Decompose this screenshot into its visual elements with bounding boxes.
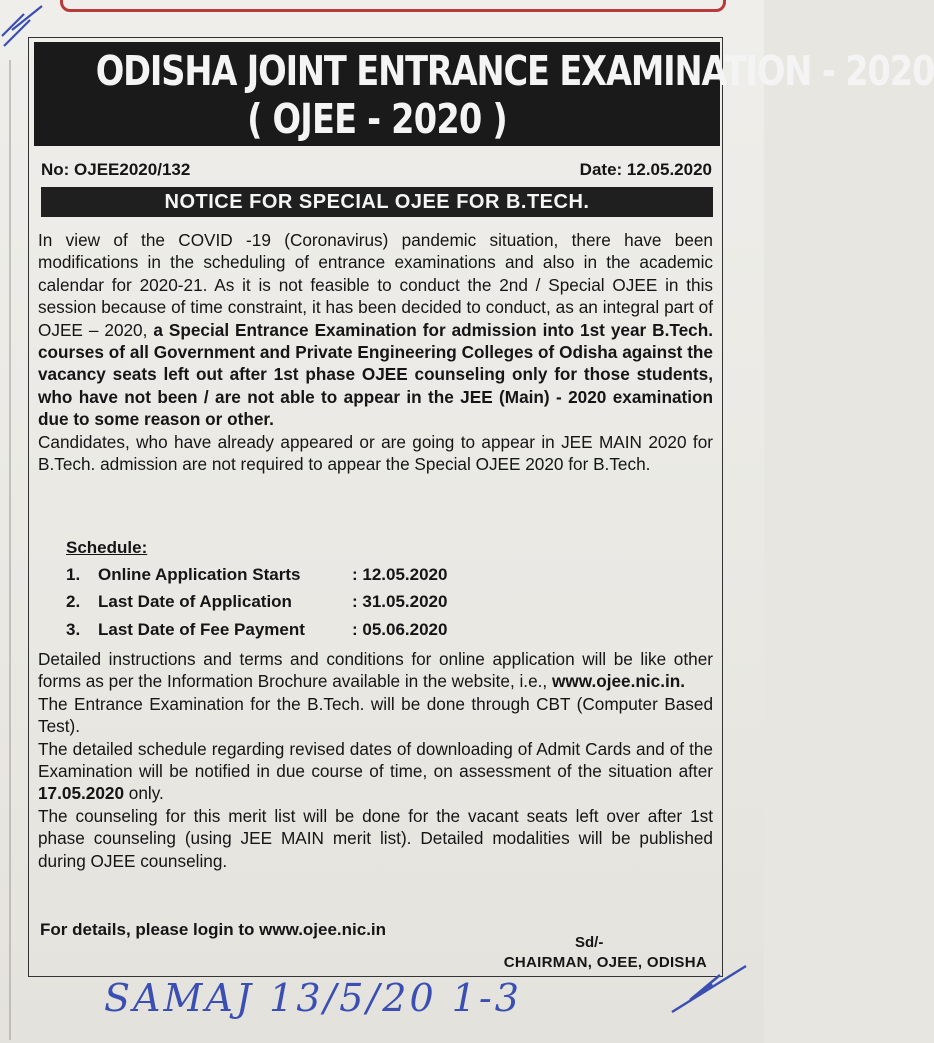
schedule-item: 1. Online Application Starts : 12.05.2020 (66, 565, 448, 584)
signature-designation: CHAIRMAN, OJEE, ODISHA (503, 954, 707, 971)
paragraph-5: The detailed schedule regarding revised dates of downloading of Admit Cards and of the Examination will be notified in due course of time, on assessment of the situation after 17.05.2020 only. (38, 738, 713, 804)
signature-sd: Sd/- (575, 934, 604, 951)
schedule-item: 3. Last Date of Fee Payment : 05.06.2020 (66, 620, 448, 639)
paragraph-6: The counseling for this merit list will be done for the vacant seats left over after 1st phase counseling (using JEE MAIN merit list). Detailed modalities will be published during OJEE counseling. (38, 805, 713, 871)
paragraph-2: Candidates, who have already appeared or are going to appear in JEE MAIN 2020 for B.Tech. admission are not required to appear the Special OJEE 2020 for B.Tech. (38, 431, 713, 475)
paragraph-3: Detailed instructions and terms and conditions for online application will be like other forms as per the Information Brochure available in the website, i.e., www.ojee.nic.in. (38, 649, 713, 692)
paragraph-1: In view of the COVID -19 (Coronavirus) pandemic situation, there have been modifications in the scheduling of entrance examinations and also in the academic calendar for 2020-21. As it is not feasible to conduct the 2nd / Special OJEE in this session because of time constraint, it has been decided to conduct, as an integral part of OJEE – 2020, a Special Entrance Examination for admission into 1st year B.Tech. courses of all Government and Private Engineering Colleges of Odisha against the vacancy seats left out after 1st phase OJEE counseling only for those students, who have not been / are not able to appear in the JEE (Main) - 2020 examination due to some reason or other. (38, 230, 713, 430)
handwritten-annotation: SAMAJ 13/5/20 1-3 (104, 976, 522, 1020)
reference-number: No: OJEE2020/132 (41, 160, 191, 179)
paragraph-4: The Entrance Examination for the B.Tech. will be done through CBT (Computer Based Test). (38, 693, 713, 737)
details-line: For details, please login to www.ojee.nic.in (40, 920, 387, 939)
schedule-item: 2. Last Date of Application : 31.05.2020 (66, 592, 448, 611)
pen-stroke-bottom-right (672, 966, 746, 1012)
notice-date: Date: 12.05.2020 (579, 160, 712, 179)
header-title: ODISHA JOINT ENTRANCE EXAMINATION - 2020 (95, 47, 934, 95)
schedule-heading: Schedule: (66, 538, 148, 557)
notice-title: NOTICE FOR SPECIAL OJEE FOR B.TECH. (41, 187, 713, 217)
pen-stroke-top-left (2, 6, 42, 46)
header-subtitle: ( OJEE - 2020 ) (247, 95, 507, 143)
